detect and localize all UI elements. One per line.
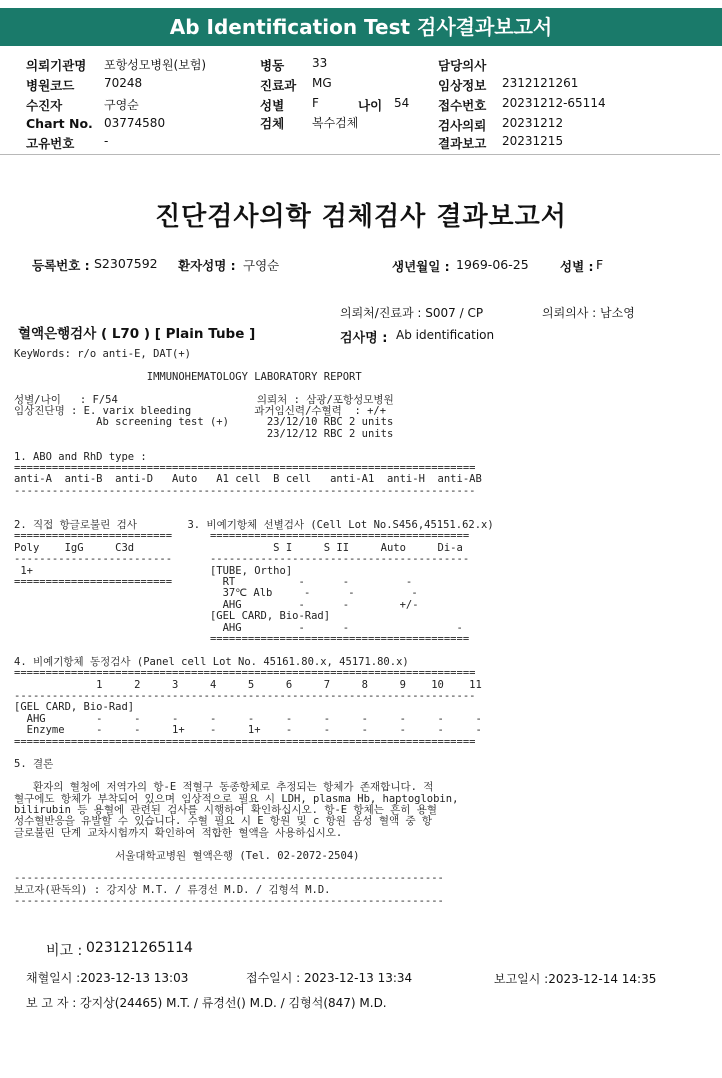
report-line: Ab screening test (+) 23/12/10 RBC 2 units <box>14 416 394 429</box>
registration-label: 등록번호 : <box>32 258 90 273</box>
report-line: AHG - - - <box>14 621 463 634</box>
field-value-receipt-no: 20231212-65114 <box>502 96 606 110</box>
report-line: ========================================================================= <box>14 462 476 474</box>
report-line: ------------------------- ----------------------------------------- <box>14 553 470 566</box>
referring-doctor: 의뢰의사 : 남소영 <box>542 306 635 320</box>
report-line: IMMUNOHEMATOLOGY LABORATORY REPORT <box>14 370 362 383</box>
report-banner-title: Ab Identification Test 검사결과보고서 <box>0 8 722 46</box>
report-line: [GEL CARD, Bio-Rad] <box>14 610 331 623</box>
field-value-clinical-info: 2312121261 <box>502 76 579 90</box>
report-line: bilirubin 등 용혈에 관련된 검사를 시행하여 확인하십시오. 항-E 항체는 흔히 용혈 <box>14 804 438 816</box>
receipt-time: 접수일시 : 2023-12-13 13:34 <box>246 971 413 985</box>
report-line: ------------------------------------------------------------------------- <box>14 484 476 497</box>
field-label-test-request: 검사의뢰 <box>438 118 487 133</box>
field-label-attending-doctor: 담당의사 <box>438 58 487 73</box>
report-title: 진단검사의학 검체검사 결과보고서 <box>155 202 567 232</box>
test-name-value: Ab identification <box>396 328 495 342</box>
report-line: AHG - - +/- <box>14 598 419 611</box>
field-label-receipt-no: 접수번호 <box>438 98 487 113</box>
note-value: 023121265114 <box>86 940 193 956</box>
report-line: 1. ABO and RhD type : <box>14 450 147 463</box>
birthdate-value: 1969-06-25 <box>456 257 529 272</box>
report-line: Poly IgG C3d S I S II Auto Di-a <box>14 541 463 554</box>
field-label-age: 나이 <box>358 98 383 113</box>
field-label-hospital-code: 병원코드 <box>26 78 75 93</box>
field-label-specimen: 검체 <box>260 116 285 131</box>
report-line: ========================================================================= <box>14 667 476 680</box>
sex-label: 성별 : <box>560 259 594 274</box>
field-label-unique-no: 고유번호 <box>26 136 75 151</box>
report-line: -------------------------------------------------------------------- <box>14 872 444 885</box>
reporter-label: 보 고 자 : <box>26 996 77 1010</box>
report-line: 1+ [TUBE, Ortho] <box>14 564 293 577</box>
report-line: ------------------------------------------------------------------------- <box>14 690 476 702</box>
report-line: 성수혈반응을 유발할 수 있습니다. 수혈 필요 시 E 항원 및 c 항원 음성 혈액 중 항 <box>14 815 433 828</box>
report-line: ========================================================================= <box>14 735 476 748</box>
referring-department: 의뢰처/진료과 : S007 / CP <box>340 306 484 320</box>
report-line: anti-A anti-B anti-D Auto A1 cell B cell anti-A1 anti-H anti-AB <box>14 473 482 486</box>
field-value-ward: 33 <box>312 56 328 70</box>
field-value-unique-no: - <box>104 134 109 148</box>
field-value-patient: 구영순 <box>104 98 139 112</box>
field-label-clinical-info: 임상정보 <box>438 78 487 93</box>
sex-value: F <box>596 257 604 272</box>
field-value-specimen: 복수검체 <box>312 116 359 130</box>
field-label-result-report: 결과보고 <box>438 136 487 151</box>
field-label-ward: 병동 <box>260 58 285 73</box>
note-label: 비고 : <box>46 943 83 959</box>
report-line: 37℃ Alb - - - <box>14 587 418 600</box>
field-value-department: MG <box>312 76 332 90</box>
field-value-chart-no: 03774580 <box>104 116 166 130</box>
field-value-test-request: 20231212 <box>502 116 564 130</box>
report-line: ========================= ========================================= <box>14 530 470 543</box>
field-label-department: 진료과 <box>260 78 297 93</box>
field-value-sex: F <box>312 96 319 110</box>
report-line: AHG - - - - - - - - - - - <box>14 712 482 725</box>
report-line: 임상진단명 : E. varix bleeding 과거임신력/수혈력 : +/+ <box>14 405 387 417</box>
report-line: 1 2 3 4 5 6 7 8 9 10 11 <box>14 678 482 691</box>
report-line: 5. 결론 <box>14 758 54 771</box>
field-value-age: 54 <box>394 96 410 110</box>
report-line: ========================= RT - - - <box>14 576 413 588</box>
field-label-sex: 성별 <box>260 98 285 113</box>
report-line: 보고자(판독의) : 강지상 M.T. / 류경선 M.D. / 김형석 M.D. <box>14 883 331 896</box>
report-line: 23/12/12 RBC 2 units <box>14 427 394 440</box>
reporter-value: 강지상(24465) M.T. / 류경선() M.D. / 김형석(847) M.D. <box>80 996 387 1010</box>
report-line: Enzyme - - 1+ - 1+ - - - - - - <box>14 724 482 737</box>
report-line: [GEL CARD, Bio-Rad] <box>14 701 135 714</box>
field-label-chart-no: Chart No. <box>26 116 93 131</box>
field-value-requesting-institution: 포항성모병원(보험) <box>104 58 207 72</box>
report-line: -------------------------------------------------------------------- <box>14 895 444 908</box>
report-line: 서울대학교병원 혈액은행 (Tel. 02-2072-2504) <box>14 849 360 862</box>
test-name-label: 검사명 : <box>340 331 388 346</box>
report-line: ========================================= <box>14 633 470 645</box>
report-time: 보고일시 :2023-12-14 14:35 <box>494 972 657 986</box>
report-line: 2. 직접 항글로불린 검사 3. 비예기항체 선별검사 (Cell Lot No.S456,45151.62.x) <box>14 519 494 531</box>
field-value-result-report: 20231215 <box>502 134 564 148</box>
exam-title: 혈액은행검사 ( L70 ) [ Plain Tube ] <box>18 326 256 342</box>
report-line: 4. 비예기항체 동정검사 (Panel cell Lot No. 45161.80.x, 45171.80.x) <box>14 655 409 668</box>
birthdate-label: 생년월일 : <box>392 259 450 274</box>
report-line: 혈구에도 항체가 부착되어 있으며 임상적으로 필요 시 LDH, plasma Hb, haptoglobin, <box>14 792 459 805</box>
patient-name-label: 환자성명 : <box>178 258 236 273</box>
field-label-patient: 수진자 <box>26 98 63 113</box>
field-value-hospital-code: 70248 <box>104 76 143 90</box>
report-line: KeyWords: r/o anti-E, DAT(+) <box>14 348 192 360</box>
field-label-requesting-institution: 의뢰기관명 <box>26 58 87 73</box>
patient-name-value: 구영순 <box>243 258 280 273</box>
collection-time: 채혈일시 :2023-12-13 13:03 <box>26 971 189 985</box>
report-line: 글로불린 단계 교차시험까지 확인하여 적합한 혈액을 사용하십시오. <box>14 826 343 839</box>
report-line: 환자의 혈청에 저역가의 항-E 적혈구 동종항체로 추정되는 항체가 존재합니다. 적 <box>14 781 434 794</box>
summary-box <box>0 50 720 155</box>
registration-value: S2307592 <box>94 256 158 271</box>
report-line: 성별/나이 : F/54 의뢰처 : 삼광/포항성모병원 <box>14 393 394 406</box>
